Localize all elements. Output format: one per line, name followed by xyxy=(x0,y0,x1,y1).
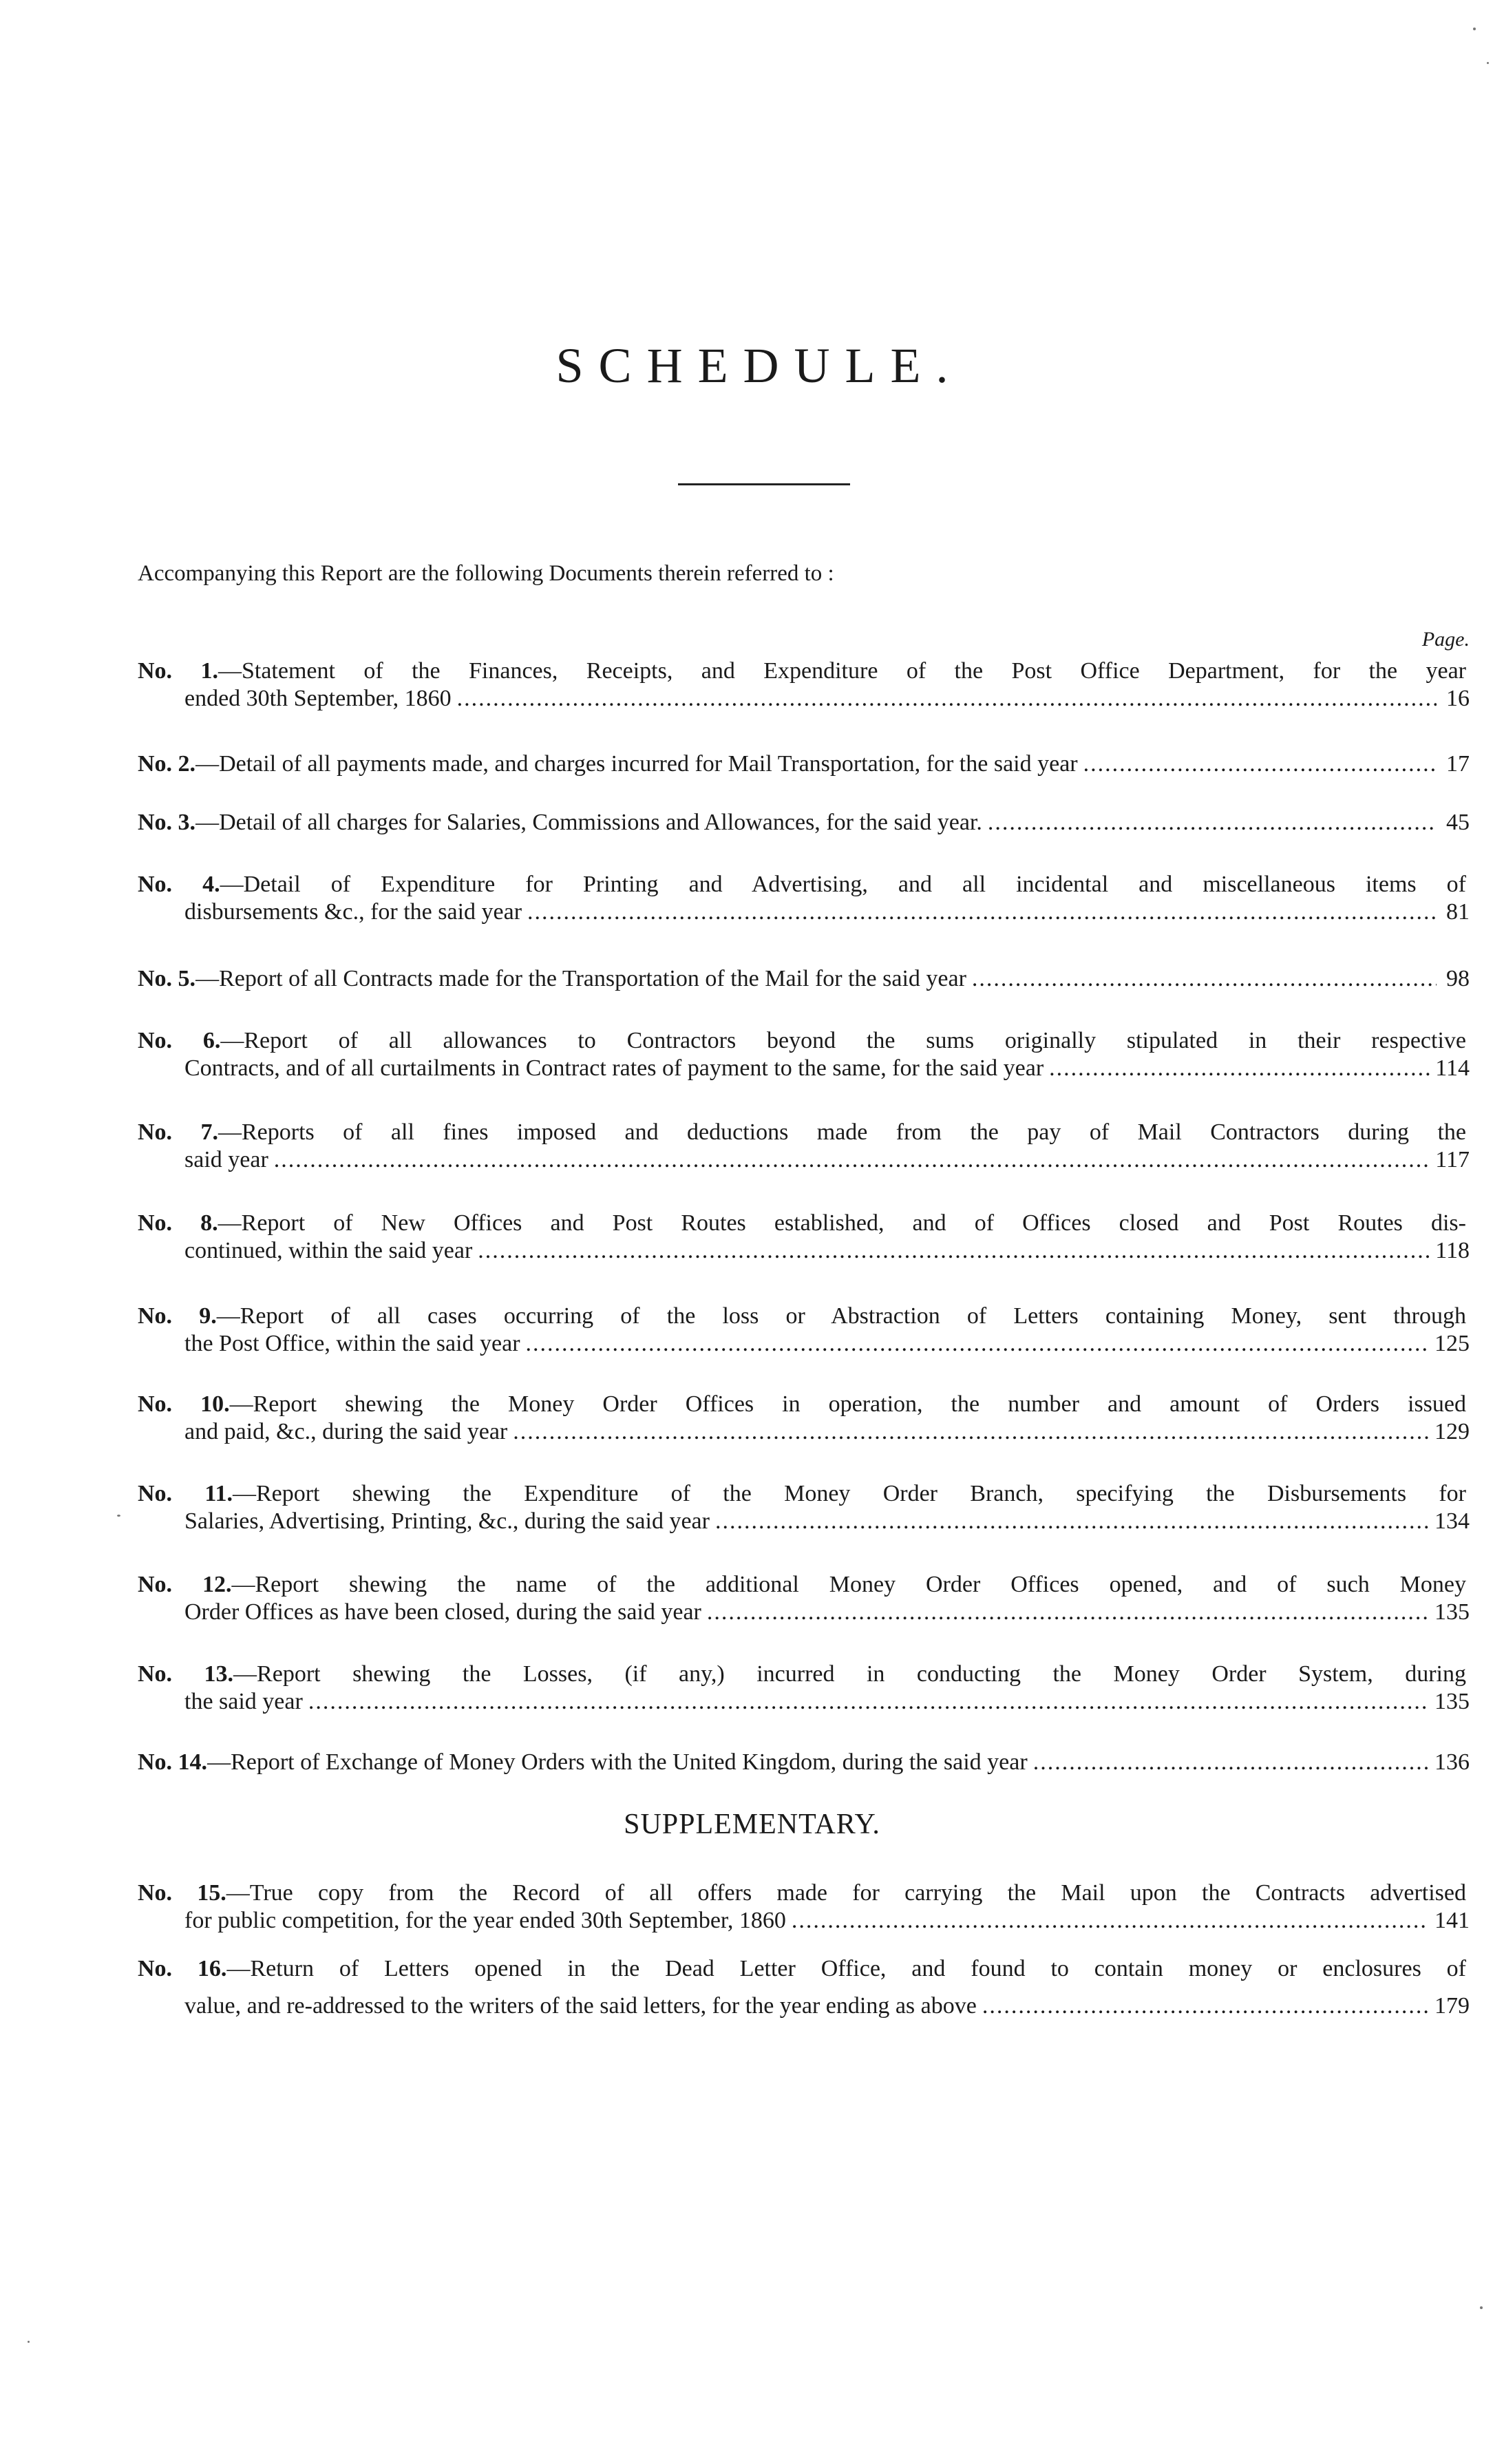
entry-text-line1: No. 10.—Report shewing the Money Order Offices in operation, the number and amount of Orders issued xyxy=(138,1391,1466,1417)
schedule-entry-13: No. 13.—Report shewing the Losses, (if any,) incurred in conducting the Money Order System, during the said year ..... 135 xyxy=(138,1661,1470,1716)
page-number: 134 xyxy=(1434,1508,1470,1534)
schedule-entry-15: No. 15.—True copy from the Record of all offers made for carrying the Mail upon the Contracts advertised for public competition, for the year ended 30th September, 1860 ..... 141 xyxy=(138,1879,1470,1935)
page-number: 125 xyxy=(1434,1331,1470,1356)
schedule-entry-11: No. 11.—Report shewing the Expenditure of the Money Order Branch, specifying the Disbursements for Salaries, Advertising, Printing, &c., during the said year ..... 134 xyxy=(138,1480,1470,1535)
schedule-entry-3: No. 3.—Detail of all charges for Salaries, Commissions and Allowances, for the said year. ..... 45 xyxy=(138,809,1470,836)
entry-text-line1: No. 8.—Report of New Offices and Post Routes established, and of Offices closed and Post Routes dis- xyxy=(138,1210,1466,1236)
page-number: 114 xyxy=(1435,1055,1470,1081)
schedule-entry-10: No. 10.—Report shewing the Money Order Offices in operation, the number and amount of Orders issued and paid, &c., during the said year ..... 129 xyxy=(138,1391,1470,1446)
page-number: 81 xyxy=(1446,899,1470,925)
entry-text-line1: No. 13.—Report shewing the Losses, (if any,) incurred in conducting the Money Order System, during xyxy=(138,1661,1466,1687)
schedule-entry-1: No. 1.—Statement of the Finances, Receipts, and Expenditure of the Post Office Department, for the year ended 30th September, 1860 ..... 16 xyxy=(138,657,1470,713)
intro-text: Accompanying this Report are the following Documents therein referred to : xyxy=(138,561,834,586)
entry-text-line1: No. 15.—True copy from the Record of all offers made for carrying the Mail upon the Contracts advertised xyxy=(138,1880,1466,1906)
scan-speck xyxy=(1480,2306,1483,2309)
page-number: 141 xyxy=(1434,1908,1470,1933)
schedule-entry-14: No. 14.—Report of Exchange of Money Orders with the United Kingdom, during the said year ..... 136 xyxy=(138,1749,1470,1776)
schedule-entry-2: No. 2.—Detail of all payments made, and charges incurred for Mail Transportation, for the said year ..... 17 xyxy=(138,750,1470,778)
title-divider xyxy=(678,483,850,485)
scan-speck xyxy=(28,2341,30,2343)
entry-text-line1: No. 12.—Report shewing the name of the additional Money Order Offices opened, and of such Money xyxy=(138,1572,1466,1597)
page-number: 135 xyxy=(1434,1599,1470,1625)
supplementary-heading: SUPPLEMENTARY. xyxy=(624,1809,880,1840)
page-number: 179 xyxy=(1434,1993,1470,2019)
page-number: 118 xyxy=(1435,1238,1470,1263)
page-number: 117 xyxy=(1435,1147,1470,1172)
entry-text-line1: No. 4.—Detail of Expenditure for Printing and Advertising, and all incidental and miscellaneous items of xyxy=(138,872,1466,897)
schedule-entry-8: No. 8.—Report of New Offices and Post Routes established, and of Offices closed and Post Routes dis- continued, within the said year ..... 118 xyxy=(138,1210,1470,1265)
page-column-header: Page. xyxy=(1421,628,1470,651)
page-number: 17 xyxy=(1446,751,1470,777)
entry-text-line1: No. 11.—Report shewing the Expenditure of the Money Order Branch, specifying the Disbursements for xyxy=(138,1481,1466,1506)
page-number: 135 xyxy=(1434,1689,1470,1714)
entry-text-line1: No. 7.—Reports of all fines imposed and deductions made from the pay of Mail Contractors during the xyxy=(138,1119,1466,1145)
page-number: 129 xyxy=(1434,1419,1470,1444)
scan-speck xyxy=(1473,28,1476,30)
schedule-entry-4: No. 4.—Detail of Expenditure for Printing and Advertising, and all incidental and miscellaneous items of disbursements &c., for the said year ..... 81 xyxy=(138,871,1470,926)
entry-text-line1: No. 16.—Return of Letters opened in the Dead Letter Office, and found to contain money or enclosures of xyxy=(138,1956,1467,1981)
schedule-entry-12: No. 12.—Report shewing the name of the additional Money Order Offices opened, and of such Money Order Offices as have been closed, during the said year ..... 135 xyxy=(138,1571,1470,1626)
page-number: 136 xyxy=(1434,1749,1470,1775)
schedule-entry-16: No. 16.—Return of Letters opened in the Dead Letter Office, and found to contain money or enclosures of value, and re-addressed to the writers of the said letters, for the year ending as above ..... 179 xyxy=(138,1955,1470,2020)
scan-speck xyxy=(1487,62,1489,64)
page-number: 16 xyxy=(1446,686,1470,711)
entry-text-line1: No. 1.—Statement of the Finances, Receipts, and Expenditure of the Post Office Department, for the year xyxy=(138,658,1466,684)
page-number: 45 xyxy=(1446,810,1470,835)
page-title: SCHEDULE. xyxy=(555,338,964,393)
entry-text-line1: No. 9.—Report of all cases occurring of the loss or Abstraction of Letters containing Money, sent through xyxy=(138,1303,1466,1329)
schedule-entry-7: No. 7.—Reports of all fines imposed and deductions made from the pay of Mail Contractors during the said year ..... 117 xyxy=(138,1119,1470,1174)
page-number: 98 xyxy=(1446,966,1470,991)
schedule-entry-5: No. 5.—Report of all Contracts made for the Transportation of the Mail for the said year ..... 98 xyxy=(138,965,1470,993)
schedule-entry-9: No. 9.—Report of all cases occurring of the loss or Abstraction of Letters containing Money, sent through the Post Office, within the said year ..... 125 xyxy=(138,1303,1470,1358)
scan-speck xyxy=(117,1515,120,1517)
entry-text-line1: No. 6.—Report of all allowances to Contractors beyond the sums originally stipulated in their respective xyxy=(138,1028,1466,1053)
schedule-entry-6: No. 6.—Report of all allowances to Contractors beyond the sums originally stipulated in their respective Contracts, and of all curtailments in Contract rates of payment to the same, for the said year ..... 114 xyxy=(138,1027,1470,1082)
